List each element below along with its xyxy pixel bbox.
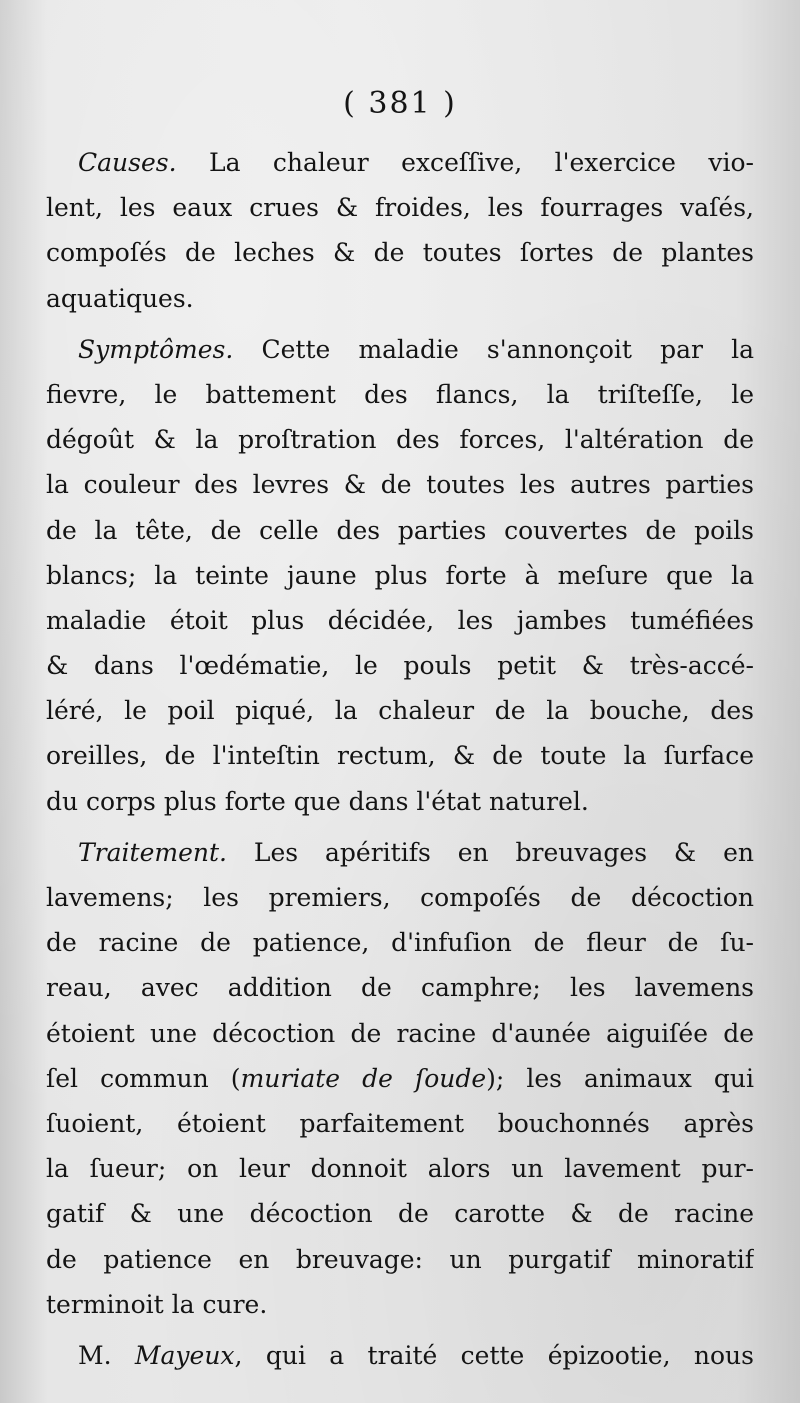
text-line: de racine de patience, d'infuſion de fleur de ſu- bbox=[46, 928, 754, 958]
text-line bbox=[46, 830, 754, 875]
text-line: terminoit la cure. bbox=[46, 1289, 268, 1319]
text-line: aquatiques. bbox=[46, 283, 194, 313]
text-line bbox=[46, 1333, 754, 1378]
section-heading-symptomes: Symptômes. bbox=[78, 334, 234, 364]
text-line: gatif & une décoction de carotte & de racine bbox=[46, 1199, 754, 1229]
text-line: du corps plus forte que dans l'état naturel. bbox=[46, 786, 589, 816]
text-line: oreilles, de l'inteſtin rectum, & de toute la ſurface bbox=[46, 741, 754, 771]
text-line: la couleur des levres & de toutes les autres parties bbox=[46, 470, 754, 500]
text-line: étoient une décoction de racine d'aunée aiguiſée de bbox=[46, 1018, 754, 1048]
text-line: blancs; la teinte jaune plus forte à meſure que la bbox=[46, 560, 754, 590]
text-line: de patience en breuvage: un purgatif minoratif bbox=[46, 1244, 754, 1274]
body-text bbox=[46, 140, 754, 1378]
text-line: reau, avec addition de camphre; les lavemens bbox=[46, 973, 754, 1003]
text-line bbox=[46, 140, 754, 185]
text-line bbox=[46, 327, 754, 372]
text-line: la ſueur; on leur donnoit alors un lavement pur- bbox=[46, 1154, 754, 1184]
text-line: léré, le poil piqué, la chaleur de la bouche, des bbox=[46, 696, 754, 726]
text-line: lent, les eaux crues & froides, les fourrages vaſés, bbox=[46, 193, 754, 223]
line-text: ); les animaux qui bbox=[486, 1063, 754, 1093]
line-text: La chaleur exceſſive, l'exercice vio- bbox=[176, 148, 754, 177]
text-line: lavemens; les premiers, compoſés de décoction bbox=[46, 883, 754, 912]
text-line bbox=[46, 1056, 754, 1101]
section-heading-traitement: Traitement. bbox=[78, 837, 227, 867]
text-line: ſuoient, étoient parfaitement bouchonnés après bbox=[46, 1108, 754, 1138]
line-text: M. bbox=[78, 1340, 135, 1370]
page-number: ( 381 ) bbox=[343, 86, 457, 121]
person-name: Mayeux bbox=[134, 1340, 235, 1370]
line-text: , qui a traité cette épizootie, nous bbox=[234, 1340, 754, 1370]
line-text: Cette maladie s'annonçoit par la bbox=[233, 334, 754, 364]
text-line: dégoût & la proſtration des forces, l'altération de bbox=[46, 425, 754, 455]
line-text: Les apéritifs en breuvages & en bbox=[226, 837, 754, 867]
text-line: de la tête, de celle des parties couvertes de poils bbox=[46, 515, 754, 545]
italic-term: muriate de ſoude bbox=[240, 1063, 487, 1093]
section-heading-causes: Causes. bbox=[78, 148, 177, 177]
line-text: ſel commun ( bbox=[46, 1063, 241, 1093]
text-line: & dans l'œdématie, le pouls petit & très-accé- bbox=[46, 651, 754, 681]
text-line: maladie étoit plus décidée, les jambes tuméfiées bbox=[46, 605, 754, 635]
text-line: compoſés de leches & de toutes ſortes de plantes bbox=[46, 238, 754, 268]
text-line: fievre, le battement des flancs, la triſteſſe, le bbox=[46, 379, 754, 409]
